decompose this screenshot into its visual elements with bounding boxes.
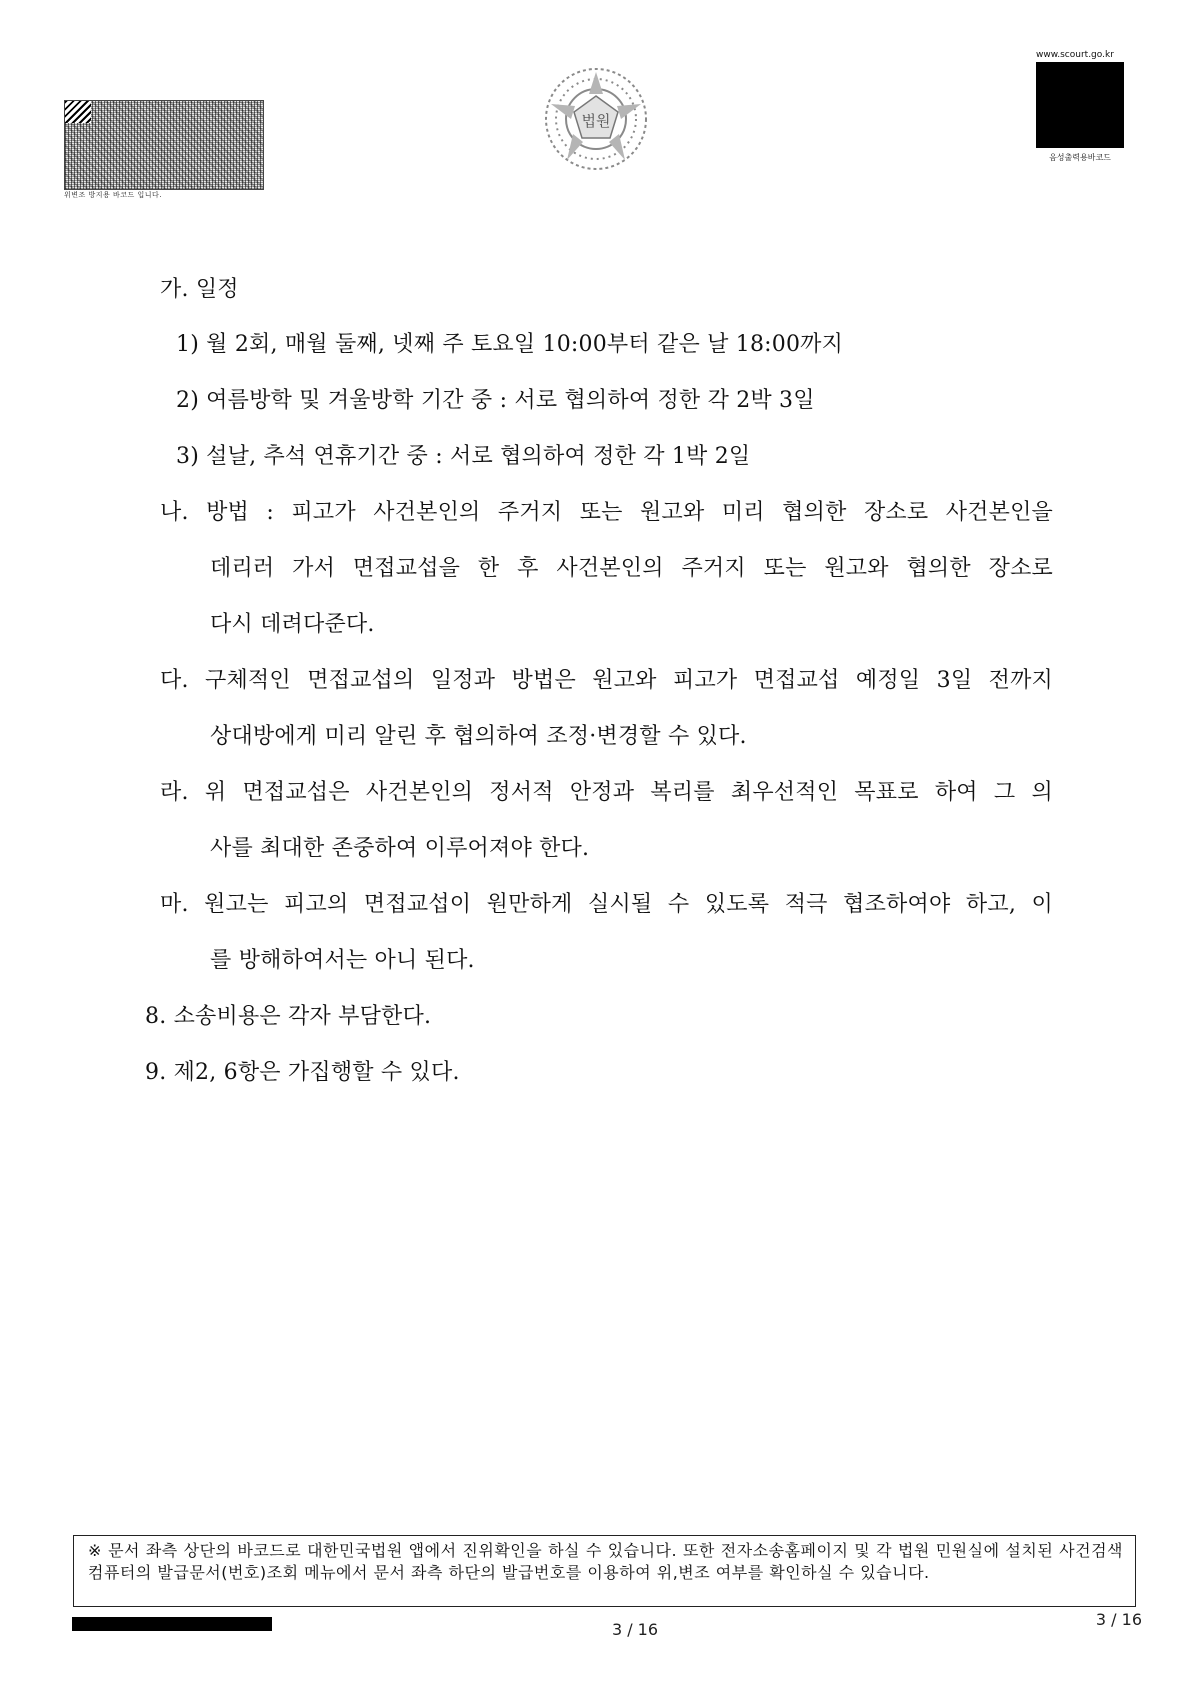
emblem-text: 법원 [581,112,611,130]
item-na-line-2: 데리러 가서 면접교섭을 한 후 사건본인의 주거지 또는 원고와 협의한 장소로 [210,556,1053,581]
item-ra-line-1: 라. 위 면접교섭은 사건본인의 정서적 안정과 복리를 최우선적인 목표로 하여 그 의 [160,780,1053,805]
voice-barcode-caption: 음성출력용바코드 [1049,153,1111,162]
court-emblem-icon [541,64,651,174]
page-number-right: 3 / 16 [1095,1610,1142,1629]
item-da-line-1: 다. 구체적인 면접교섭의 일정과 방법은 원고와 피고가 면접교섭 예정일 3일 전까지 [160,668,1053,693]
court-url: www.scourt.go.kr [1036,50,1114,60]
item-ga-heading: 가. 일정 [160,277,239,302]
item-ra-line-2: 사를 최대한 존중하여 이루어져야 한다. [210,836,590,861]
schedule-item-2: 2) 여름방학 및 겨울방학 기간 중 : 서로 협의하여 정한 각 2박 3일 [176,388,815,413]
voice-output-barcode [1036,62,1124,148]
item-na-line-1: 나. 방법 : 피고가 사건본인의 주거지 또는 원고와 미리 협의한 장소로 사건본인을 [160,500,1053,525]
item-ma-line-1: 마. 원고는 피고의 면접교섭이 원만하게 실시될 수 있도록 적극 협조하여야 하고, 이 [160,892,1053,917]
item-8: 8. 소송비용은 각자 부담한다. [145,1004,432,1029]
barcode-stripes [65,101,91,123]
item-da-line-2: 상대방에게 미리 알린 후 협의하여 조정·변경할 수 있다. [210,724,747,749]
schedule-item-1: 1) 월 2회, 매월 둘째, 넷째 주 토요일 10:00부터 같은 날 18:00까지 [176,332,844,357]
issue-number-redaction [72,1617,272,1631]
page-number-center: 3 / 16 [611,1620,659,1639]
verification-notice: ※ 문서 좌측 상단의 바코드로 대한민국법원 앱에서 진위확인을 하실 수 있습니다. 또한 전자소송홈페이지 및 각 법원 민원실에 설치된 사건검색 컴퓨터의 발급문서(번호)조회 메뉴에서 문서 좌측 하단의 발급번호를 이용하여 위,변조 여부를 확인하실 수 있습니다. [73,1535,1136,1607]
item-ma-line-2: 를 방해하여서는 아니 된다. [210,948,475,973]
barcode-caption: 위변조 방지용 바코드 입니다. [64,191,163,199]
anti-forgery-barcode [64,100,264,190]
schedule-item-3: 3) 설날, 추석 연휴기간 중 : 서로 협의하여 정한 각 1박 2일 [176,444,751,469]
item-na-line-3: 다시 데려다준다. [210,612,375,637]
item-9: 9. 제2, 6항은 가집행할 수 있다. [145,1060,460,1085]
